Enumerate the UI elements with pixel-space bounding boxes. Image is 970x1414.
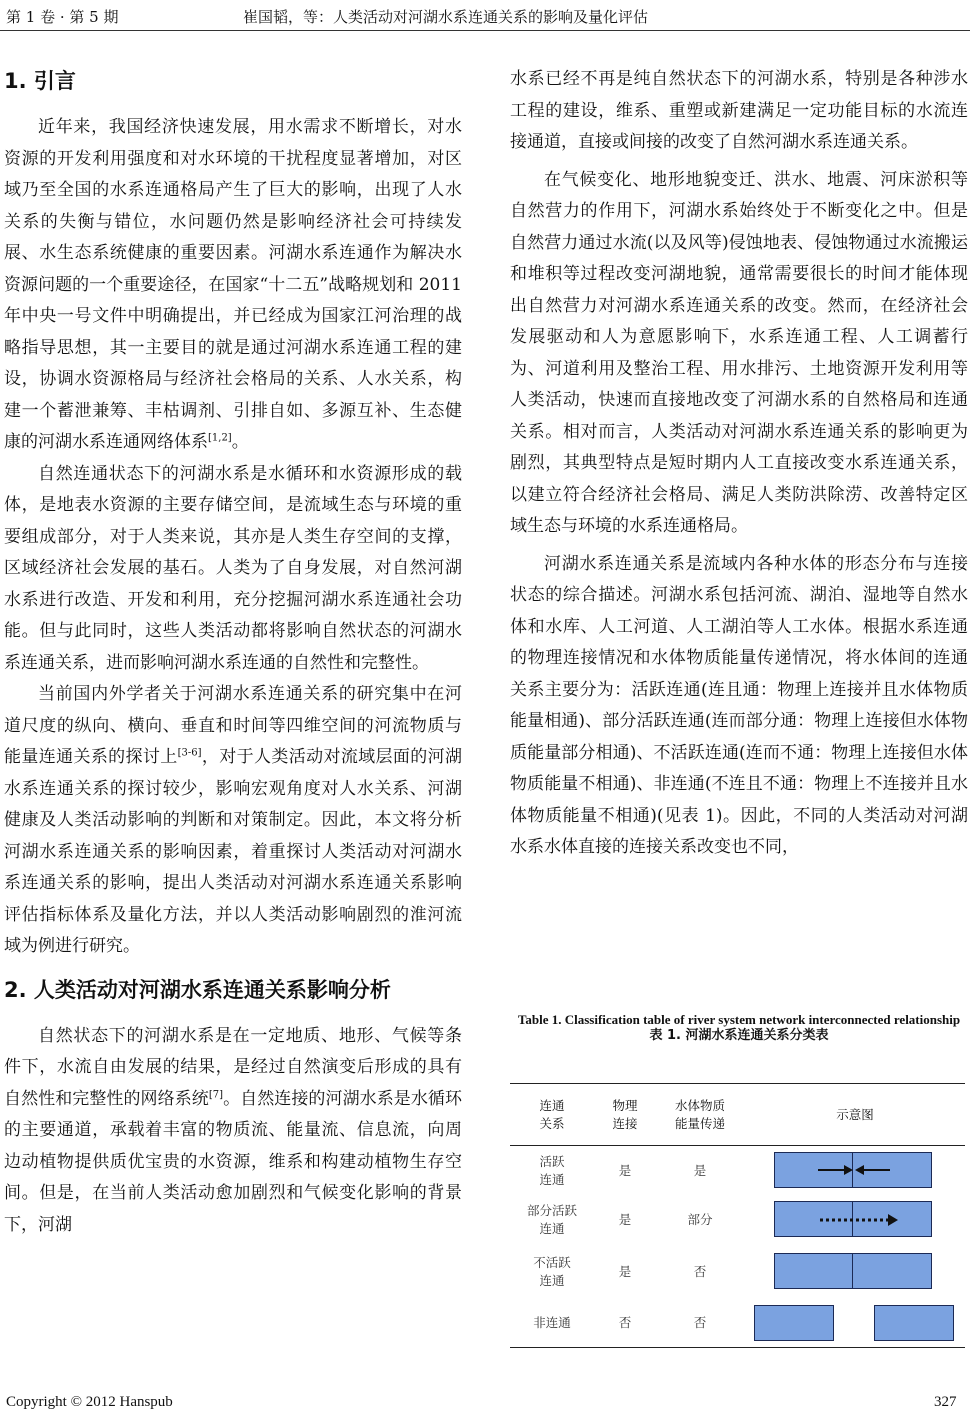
citation: [3-6] [177,747,202,759]
water-body-block [852,1253,932,1289]
section2-paragraph-2: 在气候变化、地形地貌变迁、洪水、地震、河床淤积等自然营力的作用下，河湖水系始终处于不断变化之中。但是自然营力通过水流(以及风等)侵蚀地表、侵蚀物通过水流搬运和堆积等过程改变河湖地貌，通常需要很长的时间才能体现出自然营力对河湖水系连通关系的改变。然而，在经济社会发展驱动和人为意愿影响下，水系连通工程、人工调蓄行为、河道利用及整治工程、用水排污、土地资源开发利用等人类活动，快速而直接地改变了河湖水系的自然格局和连通关系。相对而言，人类活动对河湖水系连通关系的影响更为剧烈，其典型特点是短时期内人工直接改变水系连通关系，以建立符合经济社会格局、满足人类防洪除涝、改善特定区域生态与环境的水系连通格局。 [510,169,968,536]
table-row-3-physical: 是 [618,1264,632,1279]
water-body-block [754,1305,834,1341]
section2-paragraph-1: 自然状态下的河湖水系是在一定地质、地形、气候等条件下，水流自由发展的结果，是经过自然演变后形成的具有自然性和完整性的网络系统[7]。自然连接的河湖水系是水循环的主要通道，承载着丰富的物质流、能量流、信息流，向周边动植物提供质优宝贵的水资源，维系和构建动植物生存空间。但是，在当前人类活动愈加剧烈和气候变化影响的背景下，河湖 [4,1025,462,1235]
table-row-2-physical: 是 [618,1212,632,1227]
table-row-2-type: 部分活跃 连通 [526,1203,577,1236]
table-row-1-physical: 是 [618,1163,632,1178]
citation: [7] [208,1088,224,1100]
table-caption-en: Table 1. Classification table of river system network interconnected relationship [517,1012,961,1027]
table-row-1-energy: 是 [693,1163,707,1178]
bidirectional-arrows [774,1152,934,1188]
section-1-title: 1. 引言 [4,69,76,93]
water-body-block [774,1253,854,1289]
section-2-title: 2. 人类活动对河湖水系连通关系影响分析 [4,977,391,1002]
section2-paragraph-3: 河湖水系连通关系是流域内各种水体的形态分布与连接状态的综合描述。河湖水系包括河流、湖泊、湿地等自然水体和水库、人工河道、人工湖泊等人工水体。根据水系连通的物理连接情况和水体物质能量传递情况，将水体间的连通关系主要分为：活跃连通(连且通：物理上连接并且水体物质能量相通)、部分活跃连通(连而部分通：物理上连接但水体物质能量部分相通)、不活跃连通(连而不通：物理上连接但水体物质能量不相通)、非连通(不连且不通：物理上不连接并且水体物质能量不相通)(见表 1)。因此，不同的人类活动对河湖水系水体直接的连接关系改变也不同， [510,553,968,857]
table-row-1-type: 活跃 连通 [539,1154,565,1187]
running-header [0,0,970,31]
header-diagram: 示意图 [836,1107,874,1122]
intro-paragraph-2: 自然连通状态下的河湖水系是水循环和水资源形成的载体，是地表水资源的主要存储空间，是流域生态与环境的重要组成部分，对于人类来说，其亦是人类生存空间的支撑，区域经济社会发展的基石。人类为了自身发展，对自然河湖水系进行改造、开发和利用，充分挖掘河湖水系连通社会功能。但与此同时，这些人类活动都将影响自然状态的河湖水系连通关系，进而影响河湖水系连通的自然性和完整性。 [4,463,462,673]
table-row-4-energy: 否 [693,1315,707,1330]
left-column [4,58,462,1241]
header-energy-transfer: 水体物质 能量传递 [674,1098,725,1131]
copyright: Copyright © 2012 Hanspub [6,1394,173,1410]
section2-paragraph-1-cont: 水系已经不再是纯自然状态下的河湖水系，特别是各种涉水工程的建设，维系、重塑或新建满足一定功能目标的水流连接通道，直接或间接的改变了自然河湖水系连通关系。 [510,69,968,152]
running-title: 崔国韬，等：人类活动对河湖水系连通关系的影响及量化评估 [243,8,649,26]
table-row-4-physical: 否 [618,1315,632,1330]
header-physical-connection: 物理 连接 [612,1098,638,1131]
partial-connection-diagram [774,1201,934,1237]
journal-issue: 第 1 卷 · 第 5 期 [6,8,119,26]
table-row-3-type: 不活跃 连通 [533,1255,571,1288]
page-number: 327 [934,1394,957,1410]
intro-paragraph-1: 近年来，我国经济快速发展，用水需求不断增长，对水资源的开发利用强度和对水环境的干扰程度显著增加，对区域乃至全国的水系连通格局产生了巨大的影响，出现了人水关系的失衡与错位，水问题仍然是影响经济社会可持续发展、水生态系统健康的重要因素。河湖水系连通作为解决水资源问题的一个重要途径，在国家“十二五”战略规划和 2011 年中央一号文件中明确提出，并已经成为国家江河治理的战略指导思想，其一主要目的就是通过河湖水系连通工程的建设，协调水资源格局与经济社会格局的关系、人水关系，构建一个蓄泄兼筹、丰枯调剂、引排自如、多源互补、生态健康的河湖水系连通网络体系[1,2]。 [4,117,462,452]
table-header-rule [510,1145,965,1146]
right-column [510,64,968,864]
table-row-2-energy: 部分 [687,1212,713,1227]
disconnected-diagram [754,1305,954,1341]
intro-paragraph-3: 当前国内外学者关于河湖水系连通关系的研究集中在河道尺度的纵向、横向、垂直和时间等四维空间的河流物质与能量连通关系的探讨上[3-6]，对于人类活动对流域层面的河湖水系连通关系的探讨较少，影响宏观角度对人水关系、河湖健康及人类活动影响的判断和对策制定。因此，本文将分析河湖水系连通关系的影响因素，着重探讨人类活动对河湖水系连通关系的影响，提出人类活动对河湖水系连通关系影响评估指标体系及量化方法，并以人类活动影响剧烈的淮河流域为例进行研究。 [4,684,463,956]
inactive-connection-diagram [774,1253,934,1289]
dotted-arrow [774,1201,934,1237]
table-caption [510,1012,968,1044]
citation: [1,2] [208,432,232,444]
classification-table [510,1083,965,1347]
table-row-4-type: 非连通 [533,1315,571,1330]
header-connectivity-type: 连通 关系 [539,1098,565,1131]
table-bottom-rule [510,1347,965,1348]
active-connection-diagram [774,1152,934,1188]
water-body-block [874,1305,954,1341]
table-row-3-energy: 否 [693,1264,707,1279]
table-caption-zh: 表 1. 河湖水系连通关系分类表 [649,1028,829,1043]
table-top-rule [510,1083,965,1084]
